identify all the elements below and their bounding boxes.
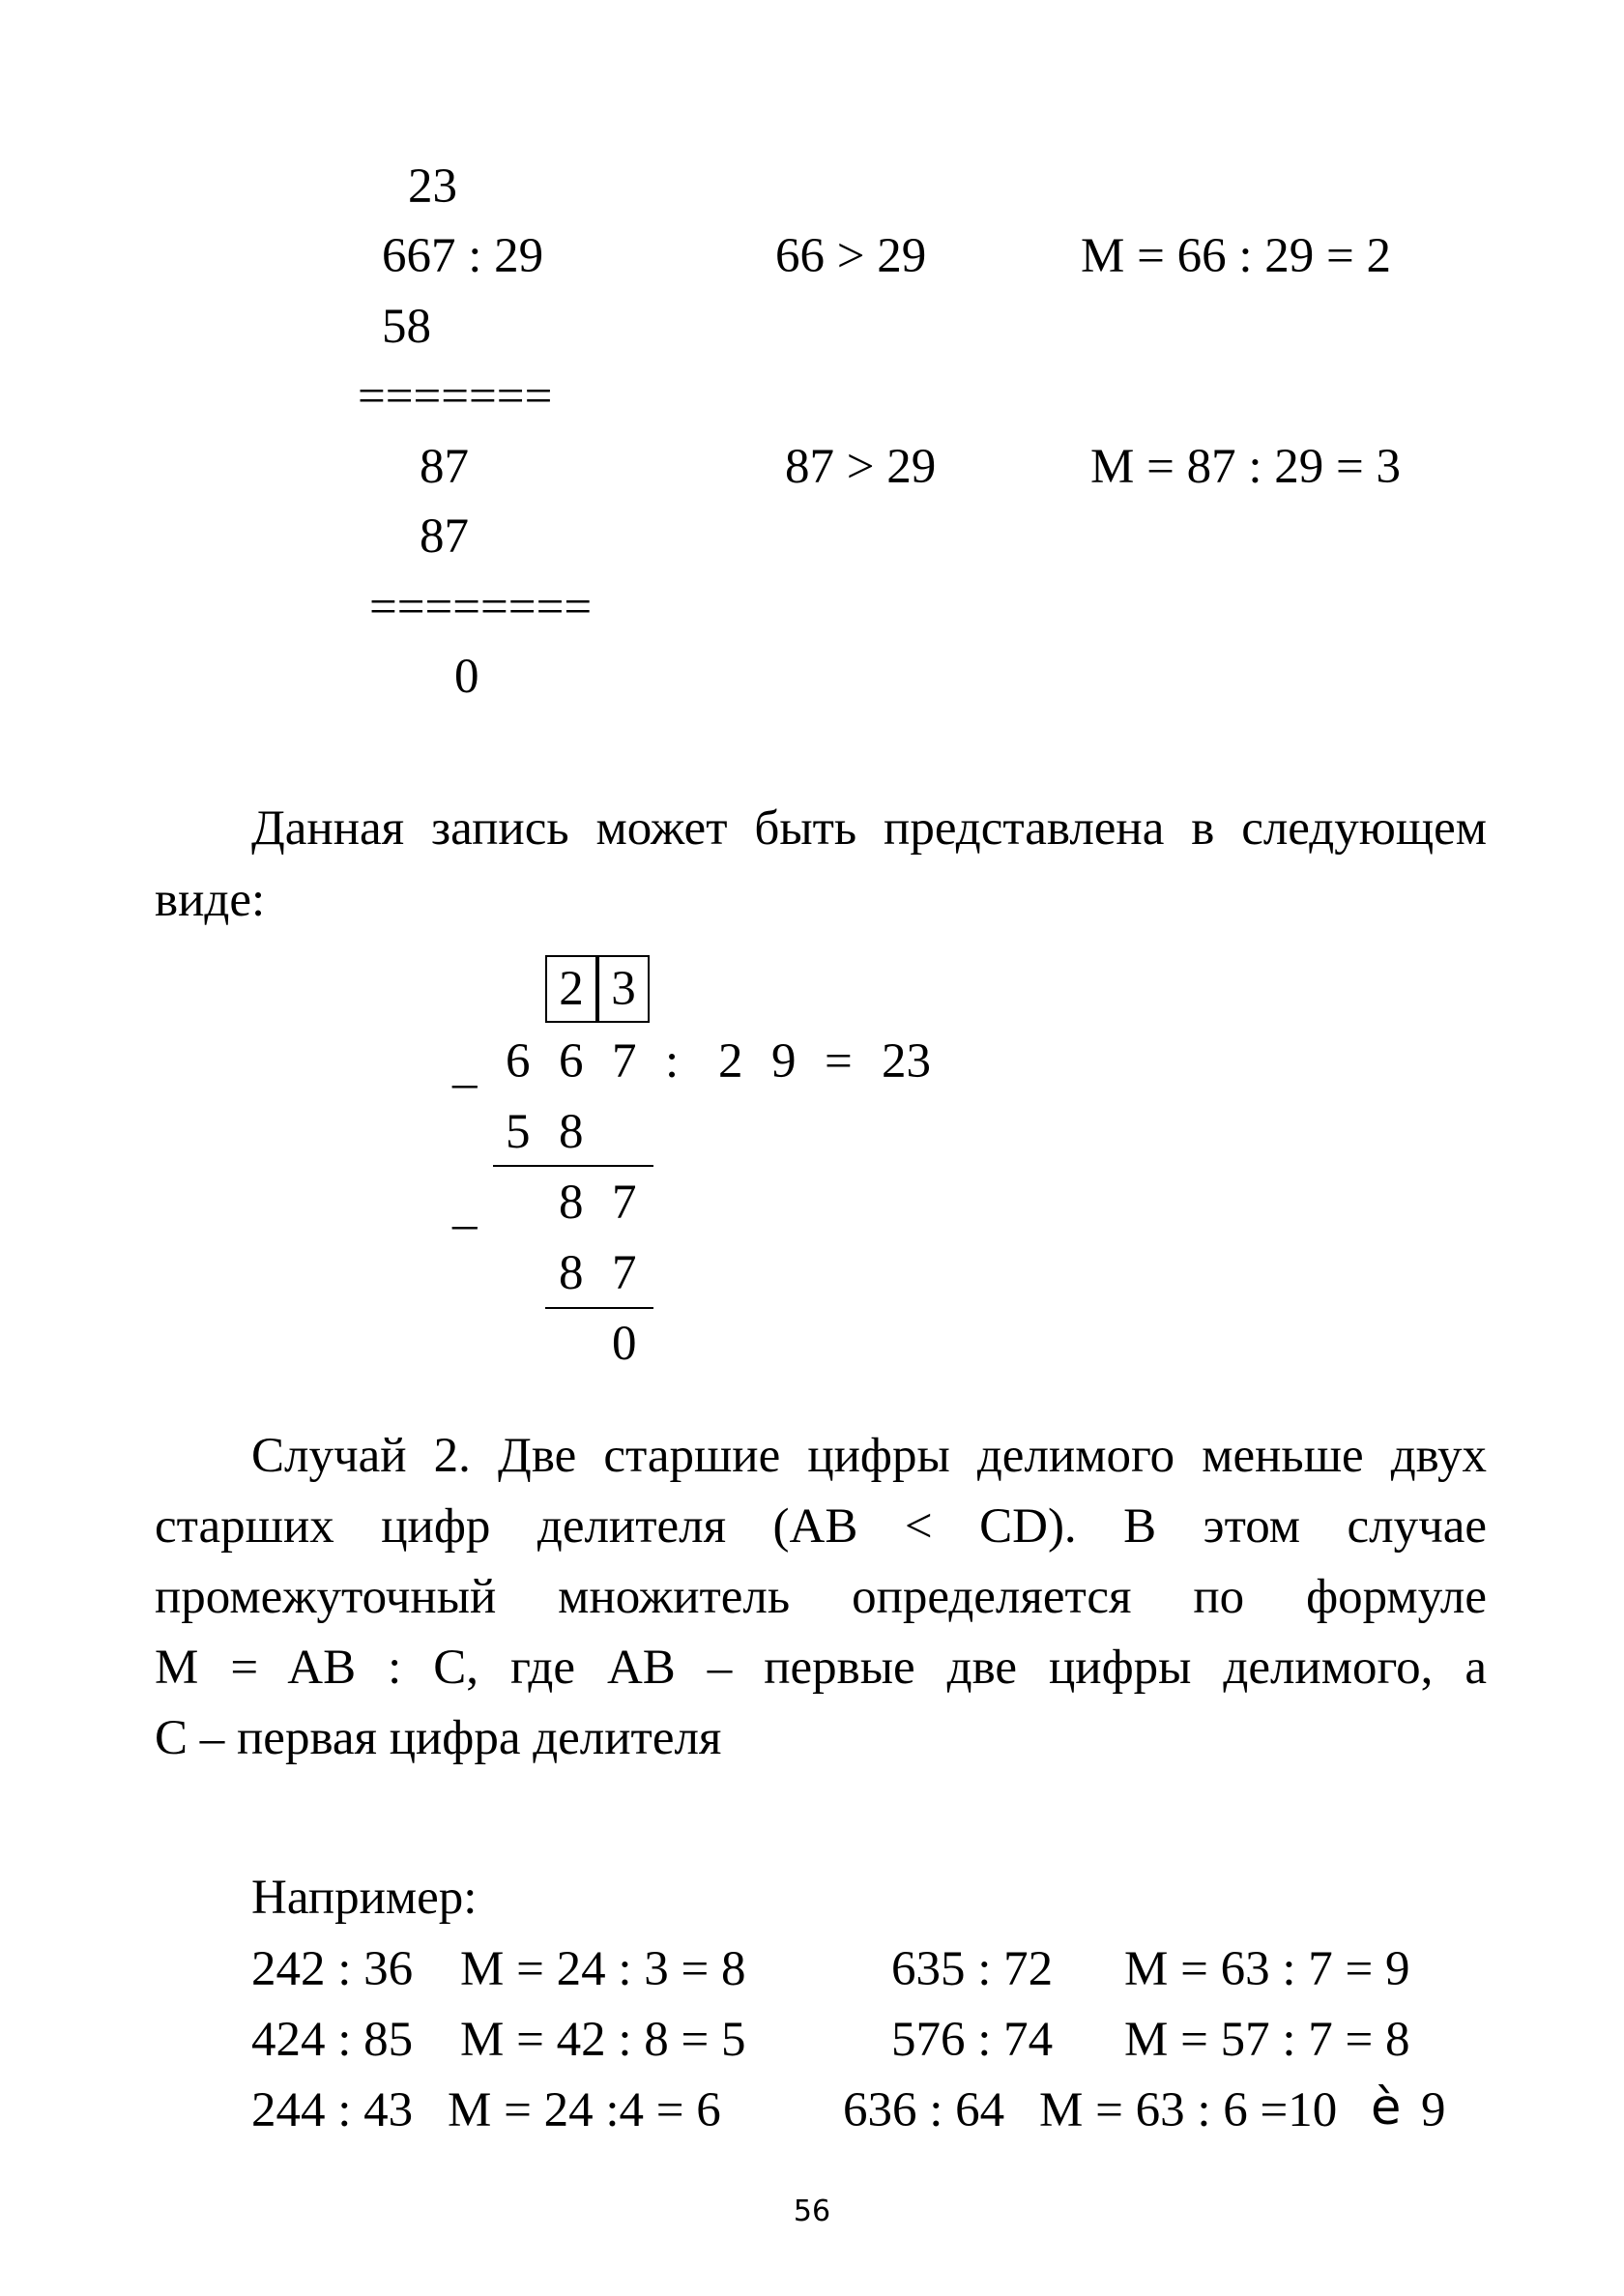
example-multiplier: M = 42 : 8 = 5 <box>460 2013 746 2067</box>
subtrahend-digit: 8 <box>559 1246 584 1300</box>
paragraph-line: старших цифр делителя (AB < CD). В этом случае <box>155 1499 1487 1554</box>
example-expression: 242 : 36 <box>251 1942 414 1996</box>
comparison-text: 87 > 29 <box>785 440 937 494</box>
separator-line: ======= <box>358 369 553 423</box>
paragraph-line: Данная запись может быть представлена в следующем <box>251 801 1487 856</box>
example-multiplier: M = 24 : 3 = 8 <box>460 1942 746 1996</box>
example-expression: 576 : 74 <box>891 2013 1054 2067</box>
dividend-digit: 6 <box>506 1034 531 1089</box>
remainder-digit: 7 <box>612 1176 637 1230</box>
paragraph-line: Случай 2. Две старшие цифры делимого меньше двух <box>251 1429 1487 1483</box>
division-expression: 667 : 29 <box>382 229 544 283</box>
multiplier-formula: M = 87 : 29 = 3 <box>1090 440 1402 494</box>
subtrahend-text: 58 <box>382 300 431 354</box>
arrow-symbol: è <box>1371 2079 1402 2136</box>
page-number: 56 <box>793 2194 831 2228</box>
colon-sign: : <box>665 1034 680 1089</box>
subtrahend-digit: 8 <box>559 1105 584 1159</box>
example-expression: 244 : 43 <box>251 2083 414 2137</box>
subtraction-line <box>545 1307 653 1309</box>
example-multiplier: M = 63 : 7 = 9 <box>1124 1942 1410 1996</box>
quotient-digit-box: 3 <box>597 955 650 1023</box>
example-multiplier: M = 63 : 6 =10 <box>1039 2083 1338 2137</box>
paragraph-line: C – первая цифра делителя <box>155 1711 722 1765</box>
final-remainder: 0 <box>454 650 479 704</box>
subtrahend-text: 87 <box>420 509 469 564</box>
example-multiplier: M = 57 : 7 = 8 <box>1124 2013 1410 2067</box>
subtraction-line <box>493 1165 653 1167</box>
paragraph-line: виде: <box>155 873 266 927</box>
result-text: 23 <box>882 1034 931 1089</box>
subtrahend-digit: 7 <box>612 1246 637 1300</box>
example-multiplier: M = 24 :4 = 6 <box>448 2083 721 2137</box>
arrow-value: 9 <box>1421 2083 1446 2137</box>
subtrahend-digit: 5 <box>506 1105 531 1159</box>
example-expression: 424 : 85 <box>251 2013 414 2067</box>
remainder-text: 87 <box>420 440 469 494</box>
divisor-digit: 9 <box>771 1034 797 1089</box>
multiplier-formula: M = 66 : 29 = 2 <box>1081 229 1392 283</box>
paragraph-line: промежуточный множитель определяется по формуле <box>155 1570 1487 1624</box>
minus-sign: _ <box>452 1039 478 1093</box>
equals-sign: = <box>825 1034 853 1089</box>
separator-line: ======== <box>369 580 593 634</box>
paragraph-text <box>155 793 1487 936</box>
dividend-digit: 7 <box>612 1034 637 1089</box>
minus-sign: _ <box>452 1180 478 1235</box>
remainder-digit: 8 <box>559 1176 584 1230</box>
divisor-digit: 2 <box>718 1034 743 1089</box>
final-remainder: 0 <box>612 1317 637 1371</box>
example-expression: 635 : 72 <box>891 1942 1054 1996</box>
comparison-text: 66 > 29 <box>775 229 927 283</box>
example-expression: 636 : 64 <box>843 2083 1005 2137</box>
paragraph-line: M = AB : C, где AB – первые две цифры делимого, а <box>155 1641 1487 1695</box>
quotient-digit-box: 2 <box>545 955 597 1023</box>
case-paragraph <box>155 1421 1487 1774</box>
examples-heading: Например: <box>251 1871 478 1925</box>
quotient-text: 23 <box>408 160 457 214</box>
dividend-digit: 6 <box>559 1034 584 1089</box>
